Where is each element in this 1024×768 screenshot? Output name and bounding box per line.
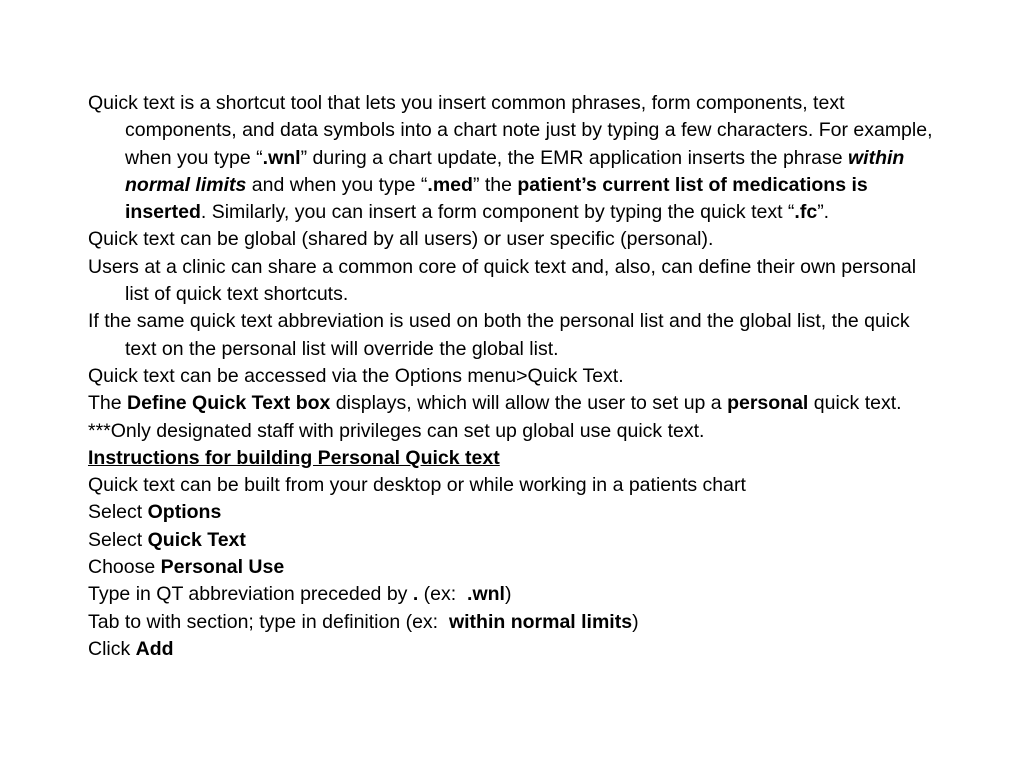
paragraph-quick-text-intro xyxy=(88,90,938,226)
bold-text: .med xyxy=(427,173,473,196)
bold-text: Add xyxy=(135,637,174,660)
bold-text: . xyxy=(412,583,419,606)
paragraph-shared-core: Users at a clinic can share a common core of quick text and, also, can define their own personal list of quick text shortcuts. xyxy=(88,255,917,306)
bold-text: Define Quick Text box xyxy=(127,392,331,415)
text: (ex: xyxy=(418,583,468,606)
text: ”. xyxy=(817,201,830,224)
bold-text: Options xyxy=(147,501,222,524)
bold-text: Quick Text xyxy=(147,528,246,551)
instructions-heading: Instructions for building Personal Quick text xyxy=(88,446,500,469)
bold-italic-text: within normal limits xyxy=(125,146,905,196)
instruction-step-select-options xyxy=(88,499,938,526)
text: Select xyxy=(88,501,148,524)
text: quick text. xyxy=(808,392,902,415)
instruction-step-tab-definition xyxy=(88,609,938,636)
text: ) xyxy=(504,583,512,606)
text: . Similarly, you can insert a form component by typing the quick text “ xyxy=(200,201,795,224)
text: Quick text is a shortcut tool that lets you insert common phrases, form components, text components, and data symbols into a chart note just by typing a few characters. For example, when you type “ xyxy=(88,92,933,169)
slide-text-body xyxy=(88,90,938,663)
bold-text: within normal limits xyxy=(448,610,633,633)
text: ) xyxy=(632,610,639,633)
instruction-step-click-add xyxy=(88,636,938,663)
text: ” during a chart update, the EMR application inserts the phrase xyxy=(300,146,848,169)
text: Tab to with section; type in definition (ex: xyxy=(88,610,449,633)
bold-text: .wnl xyxy=(467,583,505,606)
bold-text: .wnl xyxy=(262,146,301,169)
text: Choose xyxy=(88,556,161,579)
text: The xyxy=(88,392,128,415)
bold-text: .fc xyxy=(794,201,818,224)
text: and when you type “ xyxy=(246,173,428,196)
instruction-step-choose-personal xyxy=(88,554,938,581)
text: displays, which will allow the user to set up a xyxy=(330,392,728,415)
text: Select xyxy=(88,528,148,551)
text: Click xyxy=(88,637,136,660)
instruction-step-built-from: Quick text can be built from your desktop or while working in a patients chart xyxy=(88,474,746,497)
text: ” the xyxy=(472,173,518,196)
bold-text: Personal Use xyxy=(160,556,285,579)
paragraph-define-box xyxy=(88,390,938,417)
paragraph-override-rule: If the same quick text abbreviation is used on both the personal list and the global list, the quick text on the personal list will override the global list. xyxy=(88,310,910,360)
bold-text: patient’s current list of medications is inserted xyxy=(125,173,868,224)
instruction-step-select-quick-text xyxy=(88,527,938,554)
paragraph-privileges-note: ***Only designated staff with privileges can set up global use quick text. xyxy=(88,419,705,442)
text: Type in QT abbreviation preceded by xyxy=(88,583,413,606)
bold-text: personal xyxy=(727,392,809,415)
paragraph-global-or-personal: Quick text can be global (shared by all users) or user specific (personal). xyxy=(88,228,714,251)
instruction-step-type-abbreviation xyxy=(88,581,938,608)
paragraph-options-menu: Quick text can be accessed via the Options menu>Quick Text. xyxy=(88,364,624,387)
